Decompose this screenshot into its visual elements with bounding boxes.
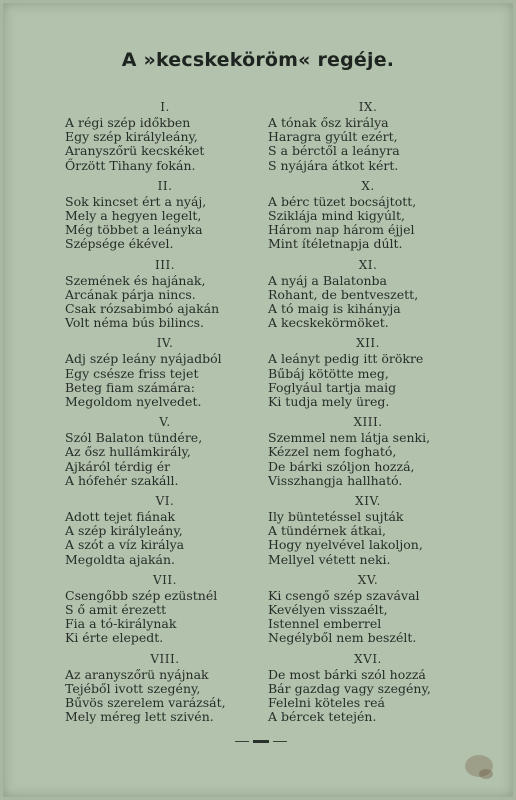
stanza <box>268 414 468 493</box>
stanza <box>65 572 265 651</box>
stanza-number: II. <box>157 178 173 193</box>
stanza-number: VIII. <box>150 651 180 666</box>
stanza-number: XI. <box>358 257 378 272</box>
poem-line: S ő amit érezett <box>65 602 167 618</box>
poem-line: Szépsége ékével. <box>65 236 174 252</box>
poem-line: Aranyszőrü kecskéket <box>65 143 205 159</box>
stanza-number: I. <box>160 100 170 114</box>
poem-line: Szemének és hajának, <box>65 272 206 288</box>
stanza-number: VI. <box>155 494 175 509</box>
right-column <box>268 99 468 730</box>
poem-line: A tó maig is kihányja <box>268 301 401 317</box>
poem-line: Fia a tó-királynak <box>65 616 177 632</box>
poem-line: Adj szép leány nyájadból <box>65 351 222 367</box>
stanza <box>65 257 265 336</box>
stanza-number: III. <box>154 257 176 272</box>
poem-line: A szép királyleány, <box>65 523 183 539</box>
stanza <box>268 99 468 178</box>
stanza-number: IV. <box>156 336 174 351</box>
poem-line: A régi szép időkben <box>65 115 191 130</box>
stanza <box>65 178 265 257</box>
poem-line: Mellyel vétett neki. <box>268 551 391 567</box>
stanza <box>268 651 468 730</box>
stanza-number: XIV. <box>355 494 381 509</box>
poem-line: Mint ítéletnapja dúlt. <box>268 236 403 252</box>
poem-line: Beteg fiam számára: <box>65 379 195 395</box>
poem-line: S nyájára átkot kért. <box>268 157 399 173</box>
corner-stain-small <box>479 769 493 779</box>
poem-line: Megoldom nyelvedet. <box>65 394 202 410</box>
poem-line: De bárki szóljon hozzá, <box>268 458 415 474</box>
poem-line: A kecskekörmöket. <box>268 315 389 331</box>
poem-line: Csengőbb szép ezüstnél <box>65 587 218 603</box>
poem-line: Tejéből ivott szegény, <box>65 680 201 696</box>
poem-line: A leányt pedig itt örökre <box>268 351 424 367</box>
poem-line: A hófehér szakáll. <box>65 472 179 488</box>
stanza-number: IX. <box>358 100 378 114</box>
poem-line: Szól Balaton tündére, <box>65 430 203 446</box>
poem-line: A tónak ősz királya <box>268 115 389 130</box>
poem-line: Negélyből nem beszélt. <box>268 630 417 646</box>
stanza <box>65 335 265 414</box>
poem-line: Rohant, de bentveszett, <box>268 286 419 302</box>
poem-line: A nyáj a Balatonba <box>268 272 387 288</box>
poem-line: Egy szép királyleány, <box>65 129 198 145</box>
poem-line: Ki csengő szép szavával <box>268 587 420 603</box>
poem-line: Szemmel nem látja senki, <box>268 430 431 446</box>
poem-line: Bűvös szerelem varázsát, <box>65 695 226 711</box>
poem-line: De most bárki szól hozzá <box>268 666 426 682</box>
poem-line: Sok kincset ért a nyáj, <box>65 193 207 209</box>
stanza-number: X. <box>361 178 375 193</box>
poem-line: Ily büntetéssel sujták <box>268 509 404 525</box>
poem-line: Ki érte elepedt. <box>65 630 164 646</box>
stanza <box>268 335 468 414</box>
poem-line: Ajkáról térdig ér <box>65 458 171 474</box>
poem-line: Megoldta ajakán. <box>65 551 176 567</box>
stanza <box>268 572 468 651</box>
poem-line: Mely méreg lett szivén. <box>65 709 214 725</box>
poem-line: Őrzött Tihany fokán. <box>65 157 196 173</box>
poem-line: Bár gazdag vagy szegény, <box>268 680 431 696</box>
poem-line: Az ősz hullámkirály, <box>65 444 191 460</box>
poem-line: A szót a víz királya <box>65 537 185 553</box>
poem-title: A »kecskeköröm« regéje. <box>121 49 395 71</box>
poem-line: Sziklája mind kigyúlt, <box>268 208 406 224</box>
stanza <box>65 651 265 730</box>
stanza <box>268 178 468 257</box>
stanza-number: V. <box>159 415 171 430</box>
postcard <box>3 3 513 797</box>
poem-line: A bérc tüzet bocsájtott, <box>268 193 417 209</box>
poem-line: Felelni köteles reá <box>268 695 385 711</box>
poem-line: Foglyául tartja maig <box>268 379 397 395</box>
poem-line: Volt néma bús bilincs. <box>65 315 205 331</box>
poem-line: Bűbáj kötötte meg, <box>268 365 389 381</box>
poem-line: Hogy nyelvével lakoljon, <box>268 537 423 553</box>
stanza <box>65 493 265 572</box>
poem-line: Csak rózsabimbó ajakán <box>65 301 220 317</box>
poem-line: Egy csésze friss tejet <box>65 365 199 381</box>
stanza-number: VII. <box>153 572 177 587</box>
poem-line: Mely a hegyen legelt, <box>65 208 202 224</box>
poem-line: Visszhangja hallható. <box>268 472 403 488</box>
stanza-number: XVI. <box>354 651 382 666</box>
poem-line: Kevélyen visszaélt, <box>268 602 388 618</box>
left-column <box>65 99 265 730</box>
poem-line: Istennel emberrel <box>268 616 382 632</box>
stanza <box>65 99 265 178</box>
stanza-number: XII. <box>356 336 380 351</box>
end-ornament <box>235 740 287 744</box>
stanza <box>268 493 468 572</box>
poem-line: Haragra gyúlt ezért, <box>268 129 398 145</box>
poem-line: S a bérctől a leányra <box>268 143 400 159</box>
poem-line: Az aranyszőrü nyájnak <box>65 666 209 682</box>
poem-line: Adott tejet fiának <box>65 509 176 525</box>
stanza-number: XV. <box>357 572 379 587</box>
stanza <box>268 257 468 336</box>
poem-line: Ki tudja mely üreg. <box>268 394 390 410</box>
poem-line: Három nap három éjjel <box>268 222 415 238</box>
poem-line: Kézzel nem fogható, <box>268 444 397 460</box>
stanza <box>65 414 265 493</box>
poem-line: A bércek tetején. <box>268 709 377 725</box>
stanza-number: XIII. <box>353 415 383 430</box>
poem-line: Még többet a leányka <box>65 222 203 238</box>
poem-line: Arcának párja nincs. <box>65 286 196 302</box>
poem-line: A tündérnek átkai, <box>268 523 386 539</box>
